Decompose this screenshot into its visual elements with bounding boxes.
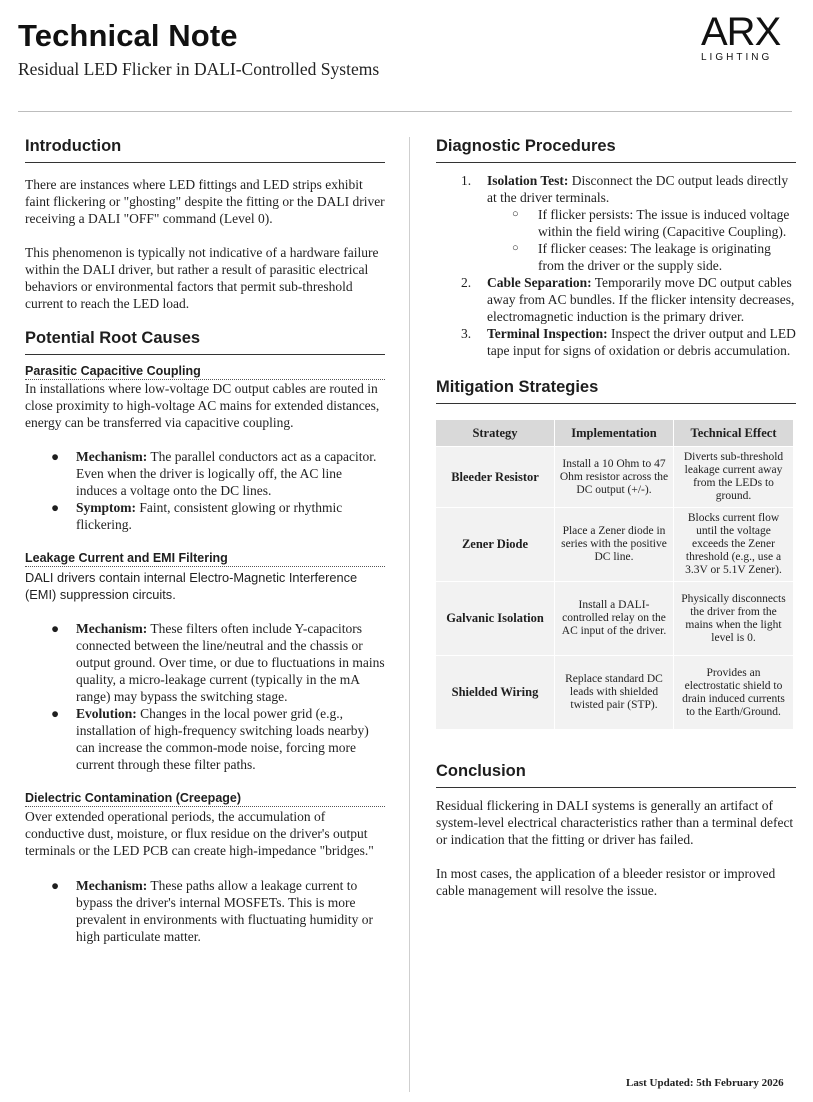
- table-header-row: [436, 420, 793, 446]
- introduction-paragraph: This phenomenon is typically not indicative of a hardware failure within the DALI driver, but rather a result of parasitic electrical behaviors or environmental factors that permit sub-threshold current to reach the LED load.: [25, 245, 379, 311]
- implementation-cell: Install a 10 Ohm to 47 Ohm resistor across the DC output (+/-).: [555, 447, 673, 507]
- arx-lighting-logo: [693, 10, 793, 66]
- column-divider: [409, 137, 410, 1092]
- bullet-label: Mechanism:: [76, 878, 148, 893]
- root-causes-heading: Potential Root Causes: [25, 329, 385, 355]
- leakage-current-list: [25, 620, 385, 773]
- strategy-cell: Zener Diode: [436, 508, 554, 581]
- list-item: ● Symptom: Faint, consistent glowing or rhythmic flickering.: [51, 500, 343, 532]
- effect-cell: Physically disconnects the driver from the mains when the light level is 0.: [674, 582, 793, 655]
- list-item: ● Mechanism: These filters often include Y-capacitors connected between the line/neutral and the chassis or output ground. Over time, or due to fluctuations in mains quality, a micro-leakage current (typically in the mA range) may bypass the switching stage.: [51, 621, 385, 704]
- strategy-cell: Shielded Wiring: [436, 656, 554, 729]
- list-item: ● Mechanism: These paths allow a leakage current to bypass the driver's internal MOSFETs. This is more prevalent in environments with fluctuating humidity or high particulate matter.: [51, 878, 373, 944]
- step-number: 3.: [461, 326, 472, 341]
- column-header: Strategy: [436, 420, 554, 446]
- introduction-heading: Introduction: [25, 137, 385, 163]
- step-text: Temporarily move DC output cables away from AC bundles. If the flicker intensity decreases, electromagnetic induction is the primary driver.: [487, 275, 795, 324]
- bullet-label: Symptom:: [76, 500, 136, 515]
- logo-mark: ARX: [701, 10, 781, 54]
- introduction-paragraph: There are instances where LED fittings and LED strips exhibit faint flickering or "ghosting" despite the fitting or the DALI driver receiving a DALI "OFF" command (Level 0).: [25, 177, 385, 226]
- implementation-cell: Place a Zener diode in series with the positive DC line.: [555, 508, 673, 581]
- table-row: [436, 656, 793, 729]
- page-subtitle: Residual LED Flicker in DALI-Controlled Systems: [18, 59, 380, 79]
- table-row: [436, 582, 793, 655]
- implementation-cell: Install a DALI-controlled relay on the AC input of the driver.: [555, 582, 673, 655]
- bullet-label: Evolution:: [76, 706, 137, 721]
- effect-cell: Diverts sub-threshold leakage current away from the LEDs to ground.: [674, 447, 793, 507]
- capacitive-coupling-text: In installations where low-voltage DC output cables are routed in close proximity to high-voltage AC mains for extended distances, energy can be transferred via capacitive coupling.: [25, 381, 380, 430]
- mitigation-section: [436, 378, 796, 730]
- page-title: Technical Note: [18, 18, 238, 53]
- list-item: ● Evolution: Changes in the local power grid (e.g., installation of high-frequency switching loads nearby) can increase the common-mode noise, forcing more current through these filter paths.: [51, 706, 369, 772]
- table-row: [436, 447, 793, 507]
- bullet-text: Faint, consistent glowing or rhythmic flickering.: [76, 500, 343, 532]
- step-text: Inspect the driver output and LED tape input for signs of oxidation or debris accumulation.: [487, 326, 796, 358]
- list-item: ○ If flicker persists: The issue is induced voltage within the field wiring (Capacitive Coupling).: [512, 207, 790, 239]
- list-item: [436, 325, 796, 359]
- capacitive-coupling-list: [25, 448, 385, 533]
- conclusion-section: [436, 762, 796, 899]
- mitigation-heading: Mitigation Strategies: [436, 378, 796, 404]
- step-text: Disconnect the DC output leads directly at the driver terminals.: [487, 173, 789, 205]
- right-column: [436, 131, 796, 899]
- root-causes-section: [25, 329, 385, 945]
- bullet-text: These filters often include Y-capacitors connected between the line/neutral and the chassis or output ground. Over time, or due to fluctuations in mains quality, a micro-leakage current (typically in the mA range) may bypass the switching stage.: [76, 621, 385, 704]
- step-label: Cable Separation:: [487, 275, 592, 290]
- last-updated-footer: Last Updated: 5th February 2026: [626, 1077, 784, 1089]
- list-item: ○ If flicker ceases: The leakage is originating from the driver or the supply side.: [512, 241, 771, 273]
- diagnostics-heading: Diagnostic Procedures: [436, 137, 796, 163]
- bullet-label: Mechanism:: [76, 621, 148, 636]
- list-item: [436, 172, 796, 274]
- introduction-section: [25, 137, 385, 312]
- leakage-current-subheading: Leakage Current and EMI Filtering: [25, 551, 385, 567]
- strategy-cell: Galvanic Isolation: [436, 582, 554, 655]
- bullet-label: Mechanism:: [76, 449, 148, 464]
- column-header: Implementation: [555, 420, 673, 446]
- outcome-text: If flicker persists: The issue is induced voltage within the field wiring (Capacitive Coupling).: [538, 207, 790, 239]
- bullet-text: The parallel conductors act as a capacitor. Even when the driver is logically off, the AC line induces a voltage onto the DC lines.: [76, 449, 377, 498]
- header-divider: [18, 111, 792, 112]
- dielectric-contamination-subheading: Dielectric Contamination (Creepage): [25, 791, 385, 807]
- capacitive-coupling-subheading: Parasitic Capacitive Coupling: [25, 364, 385, 380]
- step-number: 2.: [461, 275, 472, 290]
- strategy-cell: Bleeder Resistor: [436, 447, 554, 507]
- diagnostics-section: [436, 137, 796, 359]
- left-column: [25, 131, 385, 945]
- dielectric-contamination-list: [25, 877, 385, 945]
- conclusion-paragraph: Residual flickering in DALI systems is generally an artifact of system-level electrical characteristics rather than a terminal defect or indication that the fitting or driver has failed.: [436, 798, 794, 847]
- leakage-current-text: DALI drivers contain internal Electro-Magnetic Interference (EMI) suppression circuits.: [25, 570, 358, 602]
- step-number: 1.: [461, 173, 472, 188]
- dielectric-contamination-text: Over extended operational periods, the accumulation of conductive dust, moisture, or flux residue on the driver's output terminals or the LED PCB can create high-impedance "bridges.": [25, 809, 374, 858]
- diagnostics-list: [436, 172, 796, 359]
- step-label: Terminal Inspection:: [487, 326, 608, 341]
- conclusion-paragraph: In most cases, the application of a bleeder resistor or improved cable management will resolve the issue.: [436, 866, 776, 898]
- mitigation-table: [435, 419, 794, 730]
- table-row: [436, 508, 793, 581]
- list-item: ● Mechanism: The parallel conductors act as a capacitor. Even when the driver is logically off, the AC line induces a voltage onto the DC lines.: [51, 449, 377, 498]
- bullet-text: These paths allow a leakage current to bypass the driver's internal MOSFETs. This is more prevalent in environments with fluctuating humidity or high particulate matter.: [76, 878, 373, 944]
- logo-wordmark: LIGHTING: [701, 52, 773, 63]
- outcome-text: If flicker ceases: The leakage is originating from the driver or the supply side.: [538, 241, 771, 273]
- header: [0, 0, 813, 113]
- bullet-text: Changes in the local power grid (e.g., installation of high-frequency switching loads nearby) can increase the common-mode noise, forcing more current through these filter paths.: [76, 706, 369, 772]
- effect-cell: Provides an electrostatic shield to drain induced currents to the Earth/Ground.: [674, 656, 793, 729]
- list-item: [436, 274, 796, 325]
- step-label: Isolation Test:: [487, 173, 569, 188]
- column-header: Technical Effect: [674, 420, 793, 446]
- isolation-test-outcomes: [487, 206, 796, 274]
- effect-cell: Blocks current flow until the voltage exceeds the Zener threshold (e.g., use a 3.3V or 5.1V Zener).: [674, 508, 793, 581]
- implementation-cell: Replace standard DC leads with shielded twisted pair (STP).: [555, 656, 673, 729]
- conclusion-heading: Conclusion: [436, 762, 796, 788]
